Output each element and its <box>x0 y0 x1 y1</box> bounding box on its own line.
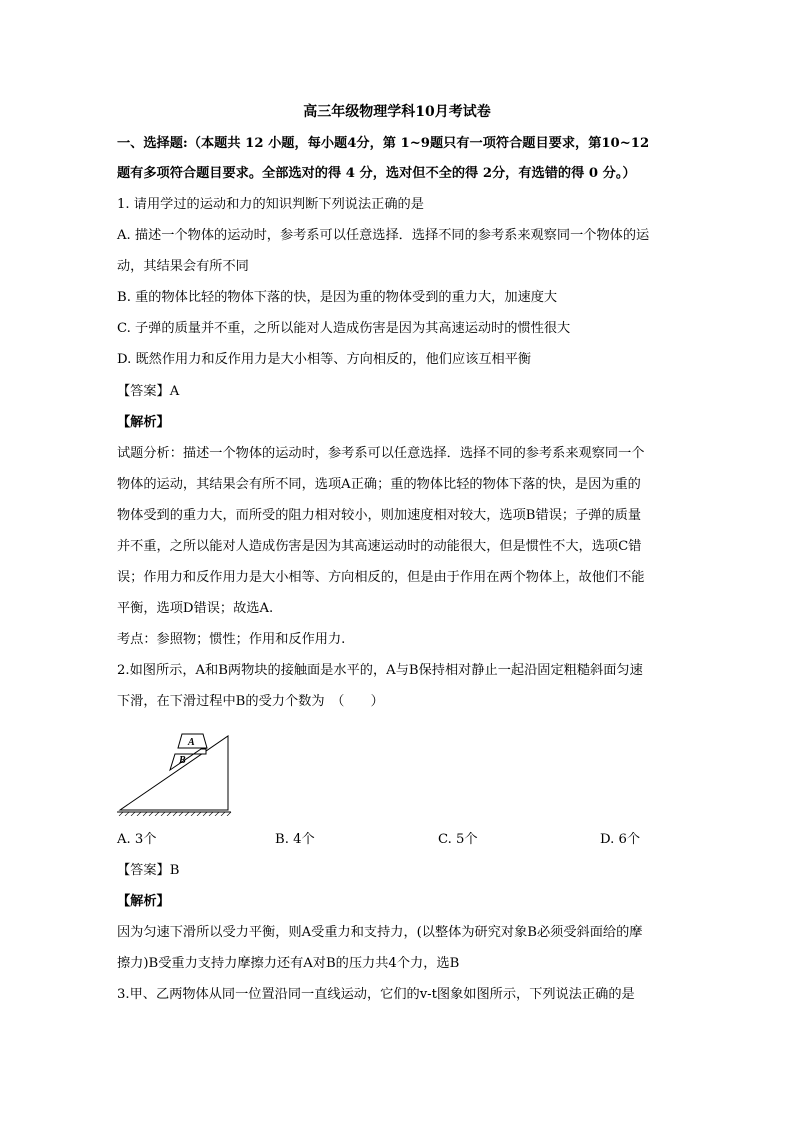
q2-choice-c: C. 5个 <box>438 832 478 847</box>
q1-analysis-line-2: 物体的运动，其结果会有所不同，选项A正确；重的物体比轻的物体下落的快，是因为重的 <box>117 477 641 492</box>
q1-analysis-line-3: 物体受到的重力大，而所受的阻力相对较小，则加速度相对较大，选项B错误；子弹的质量 <box>117 508 641 523</box>
q1-analysis-line-6: 平衡，选项D错误；故选A. <box>117 601 274 616</box>
block-b-label: B <box>179 755 186 766</box>
q1-option-c: C. 子弹的质量并不重，之所以能对人造成伤害是因为其高速运动时的惯性很大 <box>117 321 571 336</box>
q2-stem-line-1: 2.如图所示，A和B两物块的接触面是水平的，A与B保持相对静止一起沿固定粗糙斜面匀速 <box>117 663 643 678</box>
q1-analysis-tag: 【解析】 <box>117 415 170 430</box>
q2-answer: 【答案】B <box>117 863 180 878</box>
q2-analysis-line-2: 擦力)B受重力支持力摩擦力还有A对B的压力共4个力，选B <box>117 956 460 971</box>
doc-title: 高三年级物理学科10月考试卷 <box>303 104 491 120</box>
q1-option-a-line-2: 动，其结果会有所不同 <box>117 259 249 274</box>
q1-option-d: D. 既然作用力和反作用力是大小相等、方向相反的，他们应该互相平衡 <box>117 352 532 367</box>
q1-option-b: B. 重的物体比轻的物体下落的快，是因为重的物体受到的重力大，加速度大 <box>117 290 558 305</box>
q3-stem: 3.甲、乙两物体从同一位置沿同一直线运动，它们的v-t图象如图所示，下列说法正确的是 <box>117 987 635 1002</box>
incline-slope <box>120 736 228 810</box>
q1-analysis-line-1: 试题分析：描述一个物体的运动时，参考系可以任意选择．选择不同的参考系来观察同一个 <box>117 446 645 461</box>
q2-analysis-line-1: 因为匀速下滑所以受力平衡，则A受重力和支持力，(以整体为研究对象B必须受斜面给的摩 <box>117 925 643 940</box>
q2-choice-a: A. 3个 <box>117 832 157 847</box>
q1-option-a-line-1: A. 描述一个物体的运动时，参考系可以任意选择．选择不同的参考系来观察同一个物体的运 <box>117 228 650 243</box>
block-a-label: A <box>188 737 195 748</box>
q1-analysis-line-5: 误；作用力和反作用力是大小相等、方向相反的，但是由于作用在两个物体上，故他们不能 <box>117 570 645 585</box>
section-header-line-2: 题有多项符合题目要求。全部选对的得 4 分，选对但不全的得 2分，有选错的得 0 分。） <box>117 166 636 181</box>
ground-hatch <box>119 812 231 816</box>
section-header-line-1: 一、选择题:（本题共 12 小题，每小题4分，第 1~9题只有一项符合题目要求，第10~12 <box>117 136 650 151</box>
block-b <box>170 749 206 770</box>
q1-answer: 【答案】A <box>117 384 180 399</box>
q1-analysis-line-4: 并不重，之所以能对人造成伤害是因为其高速运动时的动能很大，但是惯性不大，选项C错 <box>117 539 642 554</box>
q2-choice-b: B. 4个 <box>275 832 315 847</box>
q2-choice-d: D. 6个 <box>600 832 641 847</box>
incline-diagram <box>115 730 235 816</box>
q2-stem-line-2: 下滑，在下滑过程中B的受力个数为 （ ） <box>117 694 384 709</box>
q1-stem: 1. 请用学过的运动和力的知识判断下列说法正确的是 <box>117 197 424 212</box>
q1-points: 考点：参照物；惯性；作用和反作用力. <box>117 632 346 647</box>
q2-analysis-tag: 【解析】 <box>117 894 170 909</box>
